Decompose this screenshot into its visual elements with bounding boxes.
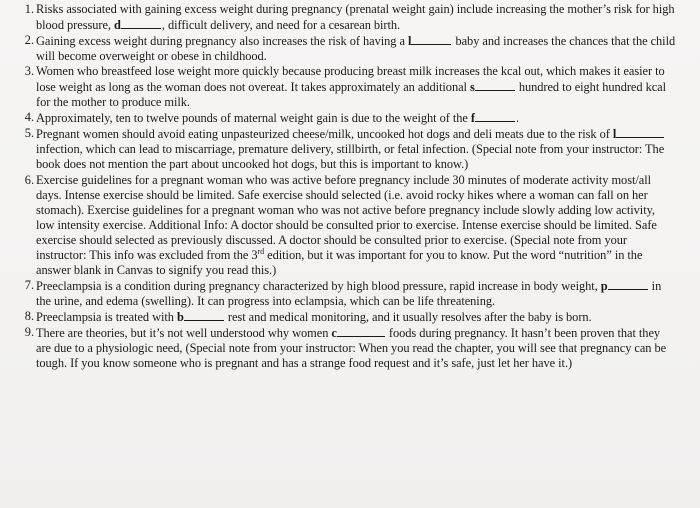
item-text-before-blank: Approximately, ten to twelve pounds of maternal weight gain is due to the weight of the <box>36 111 471 126</box>
item-text-after-blank: foods during pregnancy. It hasn’t been proven that they are due to a physiologic need, (Special note from your instructor: When you read the chapter, you will see that pregnancy can be tough. If you know someone who is pregnant and has a strange food request and it’s safe, just let her have it.) <box>36 325 667 371</box>
item-text-after-blank: in the urine, and edema (swelling). It can progress into eclampsia, which can be life threatening. <box>36 278 662 308</box>
item-text-before-superscript: Exercise guidelines for a pregnant woman who was active before pregnancy include 30 minutes of moderate activity most/all days. Intense exercise should be limited. Safe exercise should selected (i.e. avoid rocky hikes where a woman can fall on her stomach). Exercise guidelines for a pregnant woman who was not active before pregnancy include slowly adding low activity, low intensity exercise. Additional Info: A doctor should be consulted prior to exercise. Intense exercise should be limited. Safe exercise should selected as previously discussed. A doctor should be consulted prior to exercise. (Special note from your instructor: This info was excluded from the 3 <box>36 172 657 262</box>
answer-blank <box>608 278 648 290</box>
blank-hint-letter: b <box>177 309 184 324</box>
blank-hint-letter: c <box>331 325 337 340</box>
blank-hint-letter: d <box>114 18 121 33</box>
blank-hint-letter: s <box>469 80 475 95</box>
item-text-before-blank: Pregnant women should avoid eating unpasteurized cheese/milk, uncooked hot dogs and deli meats due to the risk of <box>36 127 613 142</box>
item-number: 5. <box>24 126 34 141</box>
answer-blank <box>411 33 451 45</box>
item-text-before-blank: Risks associated with gaining excess weight during pregnancy (prenatal weight gain) include increasing the mother’s risk for high blood pressure, <box>36 2 675 33</box>
item-number: 4. <box>24 110 34 125</box>
blank-hint-letter: l <box>612 127 617 142</box>
item-text-after-blank: baby and increases the chances that the child will become overweight or obese in childhood. <box>36 34 676 64</box>
question-item-7 <box>0 278 700 309</box>
blank-hint-letter: p <box>600 278 608 293</box>
item-number: 7. <box>24 277 34 292</box>
blank-hint-letter: f <box>470 111 475 126</box>
item-text-after-blank: infection, which can lead to miscarriage, premature delivery, stillbirth, or fetal infection. (Special note from your instructor: The book does not mention the part about uncooked hot dogs, but this is important to know.) <box>36 142 665 172</box>
answer-blank <box>121 17 161 29</box>
item-number: 6. <box>24 172 34 187</box>
item-number: 1. <box>24 2 34 16</box>
answer-blank <box>616 126 664 138</box>
item-number: 2. <box>24 33 34 48</box>
item-text-after-superscript: edition, but it was important for you to know. Put the word “nutrition” in the answer blank in Canvas to signify you read this.) <box>36 247 643 277</box>
answer-blank <box>184 309 224 321</box>
question-item-1 <box>0 2 700 33</box>
item-number: 8. <box>24 308 34 323</box>
item-text-after-blank: , difficult delivery, and need for a cesarean birth. <box>161 18 401 33</box>
question-item-9 <box>0 325 700 371</box>
superscript-ordinal: rd <box>257 246 265 256</box>
question-item-5 <box>0 126 700 172</box>
item-number: 3. <box>24 64 34 79</box>
item-text-before-blank: There are theories, but it’s not well understood why women <box>36 325 332 340</box>
item-text-before-blank: Women who breastfeed lose weight more quickly because producing breast milk increases the kcal out, which makes it easier to lose weight as long as the woman does not overeat. It takes approximately an additional <box>36 64 665 95</box>
item-text-after-blank: rest and medical monitoring, and it usually resolves after the baby is born. <box>224 309 592 324</box>
answer-blank <box>337 325 385 337</box>
question-item-8 <box>0 309 700 325</box>
question-item-4 <box>0 110 700 126</box>
answer-blank <box>475 110 515 122</box>
item-text-after-blank: . <box>515 111 520 126</box>
item-number: 9. <box>24 324 34 339</box>
item-text-before-blank: Preeclampsia is a condition during pregnancy characterized by high blood pressure, rapid increase in body weight, <box>36 278 601 293</box>
question-item-3 <box>0 64 700 110</box>
answer-blank <box>475 79 515 91</box>
item-text-before-blank: Gaining excess weight during pregnancy also increases the risk of having a <box>36 34 408 49</box>
item-text-before-blank: Preeclampsia is treated with <box>36 309 177 324</box>
question-item-2 <box>0 33 700 64</box>
blank-hint-letter: l <box>408 34 412 49</box>
question-item-6 <box>0 173 700 278</box>
item-text-after-blank: hundred to eight hundred kcal for the mother to produce milk. <box>36 80 667 110</box>
